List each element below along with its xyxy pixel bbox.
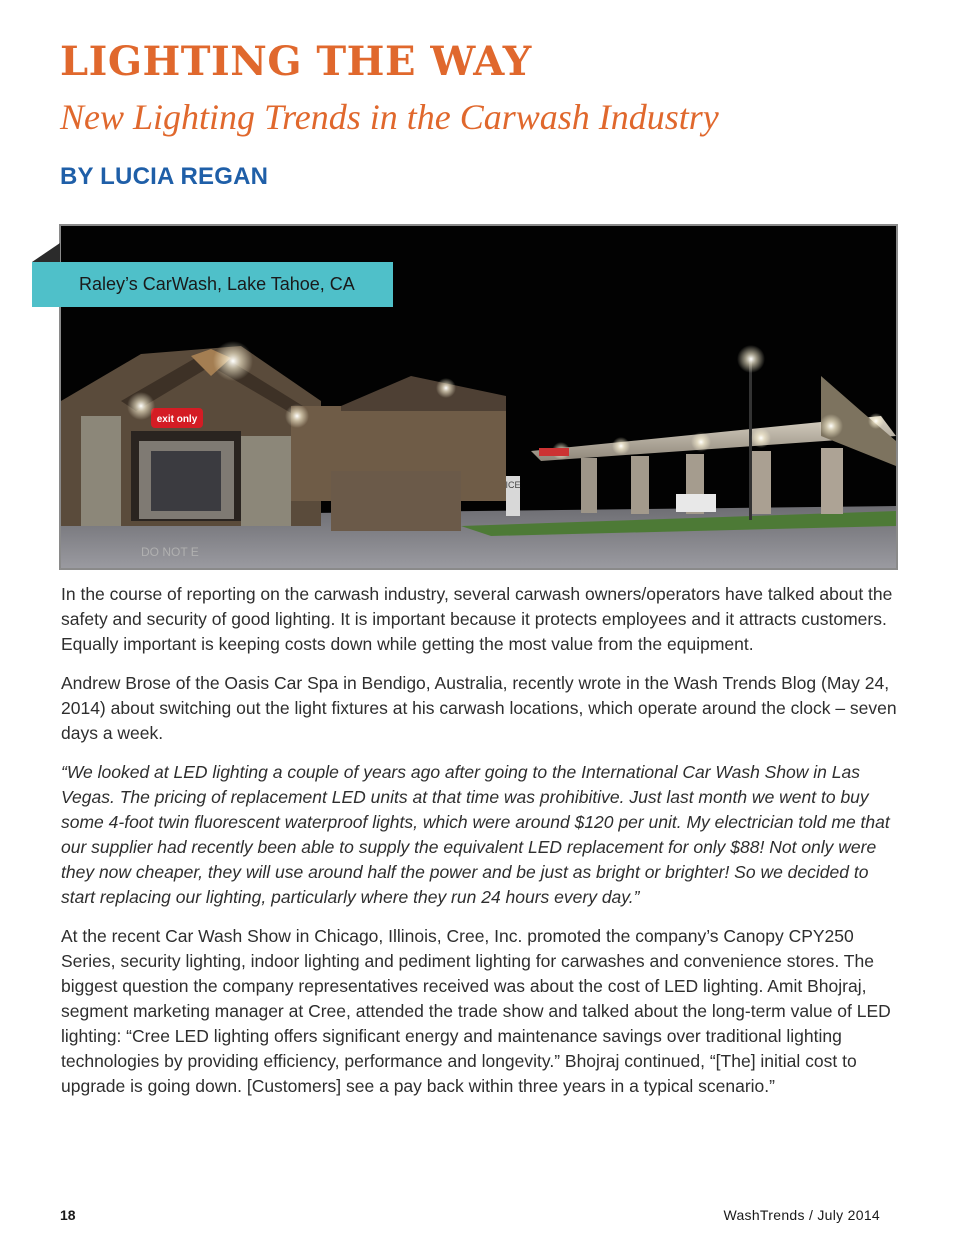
caption-fold [32, 243, 60, 262]
article-subtitle: New Lighting Trends in the Carwash Industry [60, 97, 719, 137]
ice-label: ICE [505, 480, 521, 490]
article-title: LIGHTING THE WAY [60, 38, 532, 85]
paragraph: In the course of reporting on the carwash industry, several carwash owners/operators have talked about the safety and security of good lighting. It is important because it protects employees and it attracts customers. Equally important is keeping costs down while getting the most value from the equipment. [61, 584, 893, 654]
exit-only-label: exit only [156, 414, 198, 425]
ground-marking: DO NOT E [141, 545, 199, 559]
magazine-issue: WashTrends / July 2014 [723, 1207, 880, 1223]
paragraph: Andrew Brose of the Oasis Car Spa in Bendigo, Australia, recently wrote in the Wash Trends Blog (May 24, 2014) about switching out the light fixtures at his carwash locations, which operate around the clock – seven days a week. [61, 673, 897, 743]
photo-caption: Raley’s CarWash, Lake Tahoe, CA [32, 262, 393, 307]
article-body [61, 582, 906, 1113]
paragraph: At the recent Car Wash Show in Chicago, Illinois, Cree, Inc. promoted the company’s Canopy CPY250 Series, security lighting, indoor lighting and pediment lighting for carwashes and convenience stores. The biggest question the company representatives received was about the cost of LED lighting. Amit Bhojraj, segment marketing manager at Cree, attended the trade show and talked about the long-term value of LED lighting: “Cree LED lighting offers significant energy and maintenance savings over traditional lighting technologies by providing efficiency, performance and longevity.” Bhojraj continued, “[The] initial cost to upgrade is going down. [Customers] see a pay back within three years in a typical scenario.” [61, 926, 891, 1096]
page-number: 18 [60, 1207, 76, 1223]
quote-paragraph: “We looked at LED lighting a couple of years ago after going to the International Car Wash Show in Las Vegas. The pricing of replacement LED units at that time was prohibitive. Just last month we went to buy some 4-foot twin fluorescent waterproof lights, which were around $120 per unit. My electrician told me that our supplier had recently been able to supply the equivalent LED replacement for only $88! Not only were they now cheaper, they will use around half the power and be just as bright or brighter! So we decided to start replacing our lighting, particularly where they run 24 hours every day.” [61, 762, 890, 907]
byline: BY LUCIA REGAN [60, 163, 269, 190]
